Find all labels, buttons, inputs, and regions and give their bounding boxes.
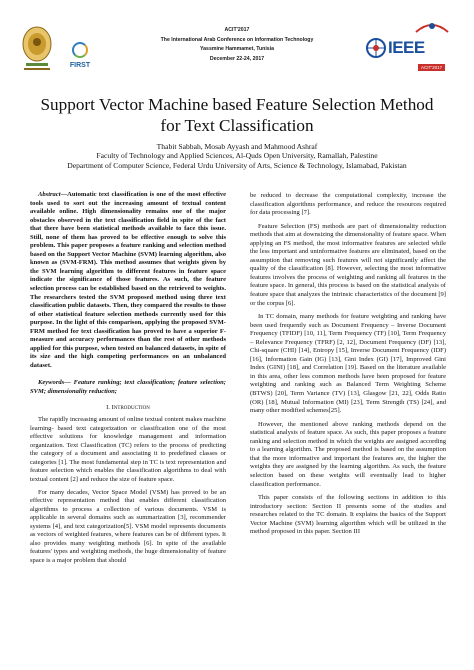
arab-conference-emblem-icon (412, 20, 452, 36)
header-right-logos (360, 36, 456, 80)
conference-short-name: ACIT'2017 (224, 27, 250, 33)
first-logo (60, 42, 100, 76)
right-column (250, 192, 446, 537)
intro-paragraph-1: The rapidly increasing amount of online textual content makes machine learning- based text categorization or classification one of the most effective solutions for knowledge management and information organization. Text Classification (TC) refers to the process of predicting the category of a document and associating it to predefined classes or categories [1]. The most fundamental step in TC is text representation and feature selection which enables the classification algorithms to deal with textual content [2] and reduce the size of feature space. (30, 416, 226, 483)
right-paragraph-5: This paper consists of the following sections in addition to this introductory section: Section II presents some of the studies and researches related to the TC domain. It explains the basics of the Support Vector Machine (SVM) learning algorithm which will be utilized in the method proposed in this paper. Section III (250, 494, 446, 536)
abstract-text: —Automatic text classification is one of the most effective tools used to sort out the increasing amount of textual content available online. High dimensionality remains one of the major obstacles observed in the text classification field in spite of the fact that there have been statistical methods available to face this issue. Still, none of them has proved to be effective enough to solve this problem. This paper proposes a feature ranking and selection method based on the Support Vector Machine (SVM) learning algorithm, also known as (SVM-FRM). This method assumes that weights given by the SVM learning algorithm to different features in feature space indicate the significance of those features. As such, the feature selection process can be established based on the retrieved to weights. The researchers tested the SVM proposed method using three text classification public datasets. Then, they compared the results to those of other statistical feature selection methods currently used for this purpose. In the light of this comparison, applying the proposed SVM-FRM method for text classification has proved to have a superior F-measure and accuracy performances than the rest of other methods applied for this purpose, when tested on balanced datasets, in spite of its size and the high competing performances on an unbalanced dataset. (30, 191, 226, 369)
ieee-logo: IEEE (388, 38, 425, 57)
section-number: I. (106, 403, 110, 411)
conference-header (120, 26, 354, 64)
abstract-label: Abstract (38, 191, 61, 198)
intro-paragraph-2: For many decades, Vector Space Model (VSM) has proved to be an effective representation method that enables different classification algorithms to process a collection of various documents. VSM is applicable in several domains such as summarization [3], recommender systems [4], and text categorization[5]. VSM model represents documents as vectors of weighted features, where features can be of different types. It also provides many weighting methods [6]. In spite of the available features' types and weighting methods, the huge dimensionality of feature space is a major problem that should (30, 488, 226, 564)
paper-title: Support Vector Machine based Feature Selection Method for Text Classification (40, 95, 434, 135)
keywords: Keywords— Feature ranking; text classification; feature selection; SVM; dimensionality reduction; (30, 379, 226, 396)
first-logo-text: FIRST (69, 62, 91, 69)
section-heading-introduction (30, 404, 226, 413)
university-seal-icon (20, 24, 54, 76)
author-names: Thabit Sabbah, Mosab Ayyash and Mahmood Ashraf (156, 142, 318, 151)
first-swirl-icon (72, 42, 88, 58)
acit-tag: ACIT'2017 (418, 64, 445, 71)
right-paragraph-1: be reduced to decrease the computational complexity, increase the classification algorithms performance, and reduce the resources required for data processing [7]. (250, 192, 446, 217)
ieee-globe-icon (366, 36, 386, 60)
right-paragraph-4: However, the mentioned above ranking methods depend on the statistical analysis of feature space. As such, this paper proposes a feature ranking and selection method in which the weights are assigned according to a learning algorithm. The proposed method is based on the assumption that the more informative and important the features are, the higher the weights they are assigned by the learning algorithm. As such, the feature selection based on these weights will eventually lead to higher classification performance. (250, 420, 446, 488)
conference-full-name: The International Arab Conference on Information Technology (160, 36, 314, 43)
section-title: Introduction (111, 403, 150, 411)
affiliation-2: Department of Computer Science, Federal Urdu University of Arts, Science & Technology, Islamabad, Pakistan (67, 160, 407, 170)
right-paragraph-2: Feature Selection (FS) methods are part of dimensionality reduction methods that aim at downsizing the dimensionality of feature space. When applying an FS method, the most informative features are selected while the less important and uninformative features are eliminated, based on the assumption that removing such features will not significantly affect the quality of the classification [8]. However, selecting the most informative features involves the process of weighting and ranking all features in the feature space. In general, this process is based on the statistical analysis of feature space that analyzes the intrinsic characteristics of the document [9] or the corpus [6]. (250, 222, 446, 307)
right-paragraph-3: In TC domain, many methods for feature weighting and ranking have been used frequently such as Document Frequency – Inverse Document Frequency (TFIDF) [10, 11], Term Frequency (TF) [10], Term Frequency – Relevance Frequency (TFRF) [2, 12], Document Frequency (DF) [13], Chi-square (CHI) [14], Entropy [15], Inverse Document Frequency (IDF) [16], Information Gain (IG) [13], Gini Index (GI) [17], Improved Gini Index (GINI) [18], and Correlation [19]. Based on the literature available in this area, other less common methods have been proposed for feature weighting and ranking such as Balanced Term Weighting Scheme (BTWS) [20], Term Variance (TV) [13], Glasgow [21, 22], Odds Ratio (OR) [18], Mutual Information (MI) [23], Term Strength (TS) [24], and many other modified schemes[25]. (250, 313, 446, 415)
affiliation-1: Faculty of Technology and Applied Sciences, Al-Quds Open University, Ramallah, Palestine (96, 151, 378, 161)
conference-location: Yassmine Hammamet, Tunisia (200, 46, 274, 53)
left-column (30, 191, 226, 565)
author-block (30, 142, 444, 170)
conference-date: December 22-24, 2017 (209, 55, 265, 62)
abstract (30, 191, 226, 370)
header-left-logos (20, 20, 98, 82)
